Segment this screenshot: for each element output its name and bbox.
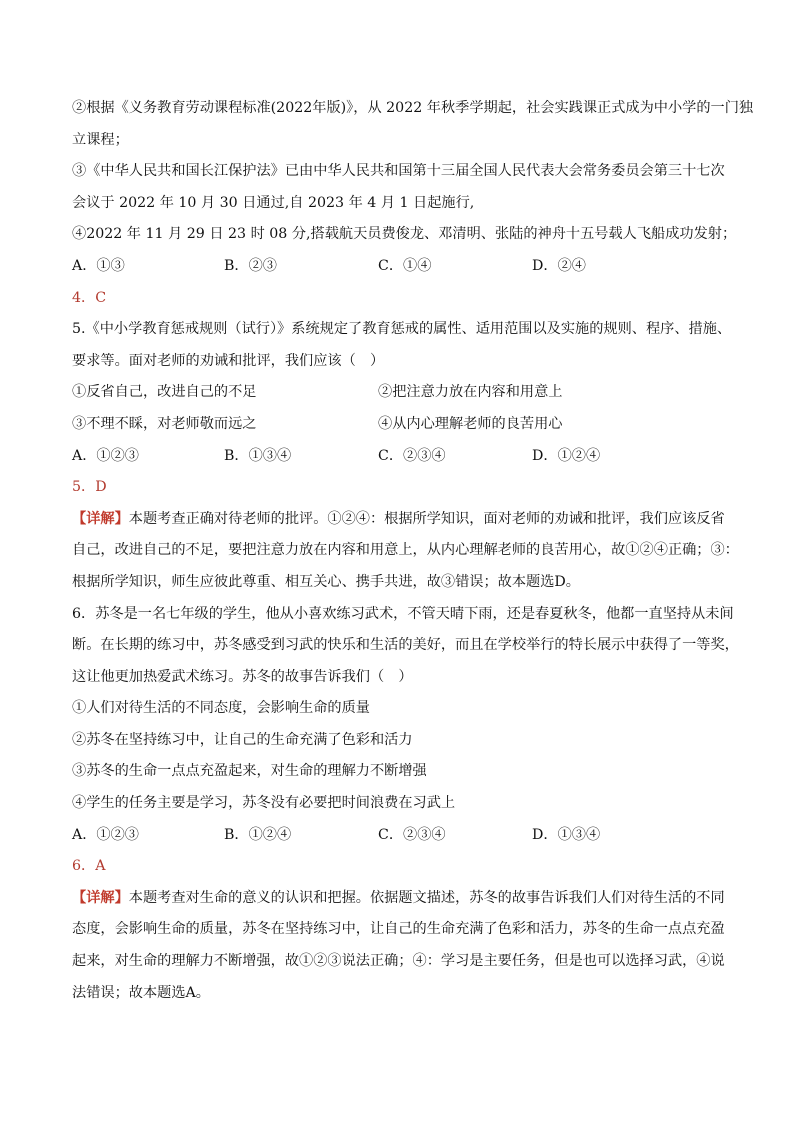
- q6-options: [72, 825, 726, 845]
- q5-option-a: A．①②③: [72, 447, 139, 464]
- q5-detail-tag: 【详解】: [72, 510, 129, 527]
- q5-detail-2: 自己，改进自己的不足，要把注意力放在内容和用意上，从内心理解老师的良苦用心，故①②④正确；③：: [72, 542, 739, 559]
- q6-statement-1: ①人们对待生活的不同态度，会影响生命的质量: [72, 700, 370, 717]
- q5-detail-1: [72, 509, 726, 529]
- statement-2: ②根据《义务教育劳动课程标准(2022年版)》，从 2022 年秋季学期起，社会实践课正式成为中小学的一门独: [72, 100, 754, 116]
- q5-detail-3: 根据所学知识，师生应彼此尊重、相互关心、携手共进，故③错误；故本题选D。: [72, 573, 580, 590]
- q6-option-a: A．①②③: [72, 826, 139, 843]
- q4-option-d: D．②④: [532, 257, 586, 274]
- q6-detail-text-1: 本题考查对生命的意义的认识和把握。依据题文描述，苏冬的故事告诉我们人们对待生活的不同: [128, 889, 725, 906]
- q6-detail-1: [72, 888, 726, 908]
- q5-option-d: D．①②④: [532, 447, 601, 464]
- q4-option-c: C．①④: [378, 257, 432, 274]
- q6-option-c: C．②③④: [378, 826, 446, 843]
- q5-statements-row-1: [72, 382, 726, 402]
- q6-detail-3: 起来，对生命的理解力不断增强，故①②③说法正确；④：学习是主要任务，但是也可以选择习武，④说: [72, 953, 725, 970]
- q6-stem-1: 6．苏冬是一名七年级的学生，他从小喜欢练习武术，不管天晴下雨，还是春夏秋冬，他都一直坚持从未间: [72, 605, 734, 622]
- q6-statement-4: ④学生的任务主要是学习，苏冬没有必要把时间浪费在习武上: [72, 795, 456, 812]
- q4-answer: 4．C: [72, 289, 107, 306]
- q4-option-b: B．②③: [224, 257, 277, 274]
- q6-stem-3: 这让他更加热爱武术练习。苏冬的故事告诉我们（ ）: [72, 668, 413, 685]
- q6-statement-3: ③苏冬的生命一点点充盈起来，对生命的理解力不断增强: [72, 763, 427, 780]
- q5-detail-text-1: 本题考查正确对待老师的批评。①②④：根据所学知识，面对老师的劝诫和批评，我们应该反省: [128, 510, 725, 527]
- q5-statement-1: ①反省自己，改进自己的不足: [72, 384, 257, 401]
- statement-2-cont: 立课程；: [72, 131, 129, 148]
- q5-option-c: C．②③④: [378, 447, 446, 464]
- q5-options: [72, 446, 726, 466]
- q4-options: [72, 256, 726, 276]
- statement-3-cont: 会议于 2022 年 10 月 30 日通过,自 2023 年 4 月 1 日起施行,: [72, 194, 475, 211]
- q5-statements-row-2: [72, 414, 726, 434]
- q5-stem-2: 要求等。面对老师的劝诫和批评，我们应该（ ）: [72, 352, 385, 369]
- q5-option-b: B．①③④: [224, 447, 292, 464]
- q6-answer: 6．A: [72, 858, 106, 875]
- q6-option-b: B．①②④: [224, 826, 292, 843]
- statement-3: ③《中华人民共和国长江保护法》已由中华人民共和国第十三届全国人民代表大会常务委员会第三十七次: [72, 163, 725, 180]
- q6-detail-4: 法错误；故本题选A。: [72, 984, 210, 1001]
- q6-option-d: D．①③④: [532, 826, 601, 843]
- statement-4: ④2022 年 11 月 29 日 23 时 08 分,搭载航天员费俊龙、邓清明、张陆的神舟十五号载人飞船成功发射；: [72, 226, 737, 243]
- q5-stem-1: 5.《中小学教育惩戒规则（试行）》系统规定了教育惩戒的属性、适用范围以及实施的规则、程序、措施、: [72, 321, 732, 338]
- exam-page: [72, 98, 754, 1003]
- q6-detail-2: 态度，会影响生命的质量，苏冬在坚持练习中，让自己的生命充满了色彩和活力，苏冬的生命一点点充盈: [72, 921, 725, 938]
- q6-stem-2: 断。在长期的练习中，苏冬感受到习武的快乐和生活的美好，而且在学校举行的特长展示中获得了一等奖，: [72, 637, 739, 654]
- q6-detail-tag: 【详解】: [72, 889, 129, 906]
- q4-option-a: A．①③: [72, 257, 125, 274]
- q5-answer: 5．D: [72, 479, 107, 496]
- q5-statement-2: ②把注意力放在内容和用意上: [378, 384, 563, 401]
- q5-statement-4: ④从内心理解老师的良苦用心: [378, 415, 563, 432]
- q6-statement-2: ②苏冬在坚持练习中，让自己的生命充满了色彩和活力: [72, 731, 413, 748]
- q5-statement-3: ③不理不睬，对老师敬而远之: [72, 415, 257, 432]
